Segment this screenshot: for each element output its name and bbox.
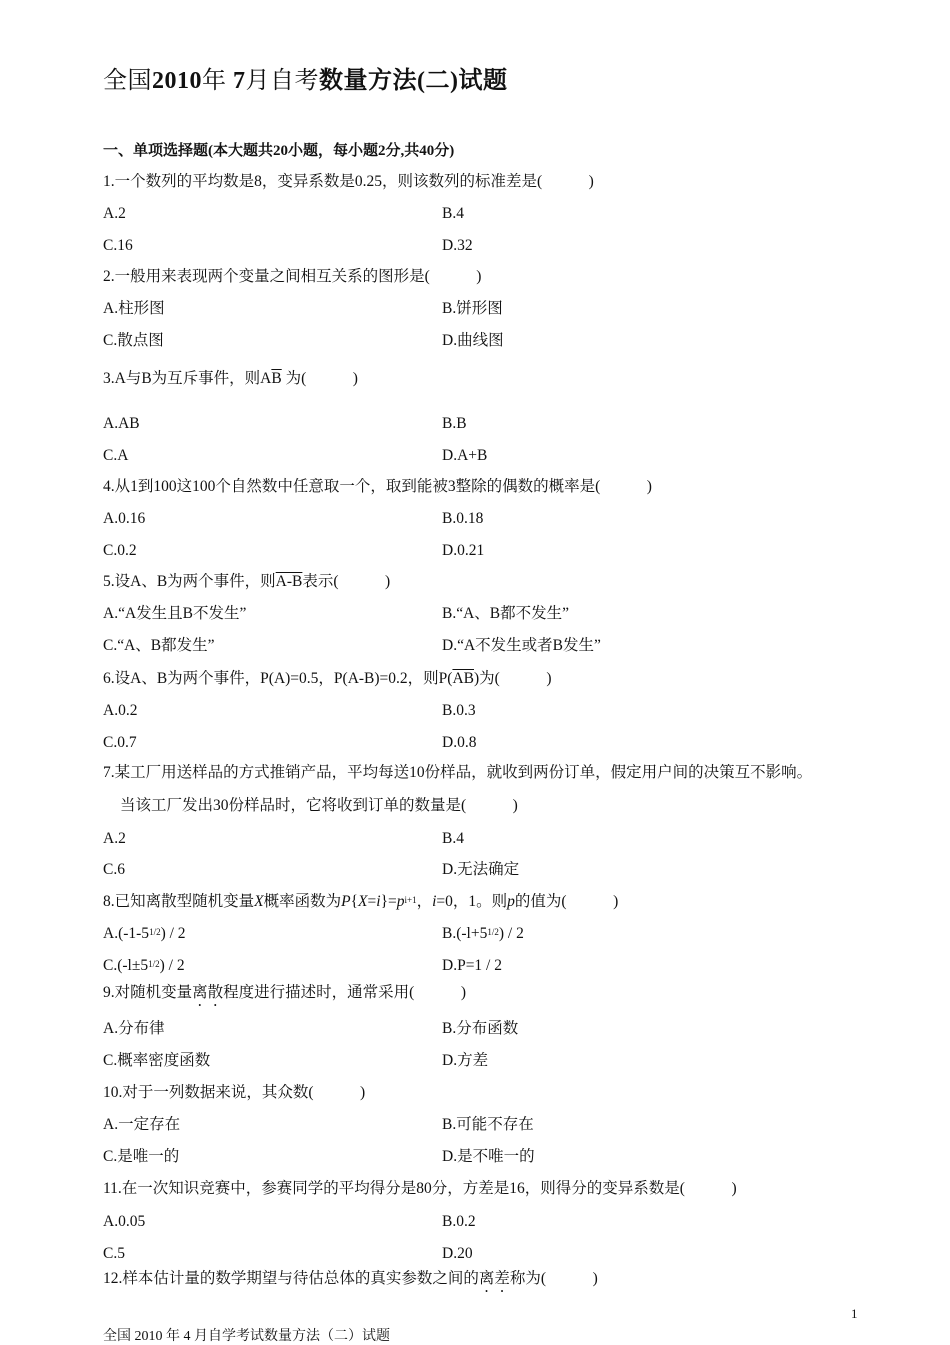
question-1-stem: 1.一个数列的平均数是8，变异系数是0.25，则该数列的标准差是( ) xyxy=(103,173,594,190)
emphasis-dotted-text: 离散 xyxy=(192,984,224,1001)
question-2-stem: 2.一般用来表现两个变量之间相互关系的图形是( ) xyxy=(103,268,482,285)
page-number: 1 xyxy=(851,1306,858,1321)
question-4-option-d: D.0.21 xyxy=(442,542,485,559)
question-6-option-c: C.0.7 xyxy=(103,734,137,751)
question-5-option-a: A.“A发生且B不发生” xyxy=(103,605,247,622)
question-3-stem: 3.A与B为互斥事件，则$A\overline{B}$ 为( ) xyxy=(103,370,358,387)
question-6-option-d: D.0.8 xyxy=(442,734,477,751)
question-8-option-b: $B.(-l+5^{1/2}) / 2$ xyxy=(442,925,524,942)
question-1-option-b: B.4 xyxy=(442,205,464,222)
question-5-option-b: B.“A、B都不发生” xyxy=(442,605,570,622)
question-3-option-d: D.A+B xyxy=(442,447,488,464)
question-11-option-d: D.20 xyxy=(442,1245,473,1262)
question-3-option-c: C.A xyxy=(103,447,129,464)
question-5-option-d: D.“A不发生或者B发生” xyxy=(442,637,601,654)
question-2-option-a: A.柱形图 xyxy=(103,300,165,317)
question-11-option-a: A.0.05 xyxy=(103,1213,146,1230)
question-11-stem: 11.在一次知识竞赛中，参赛同学的平均得分是80分，方差是16，则得分的变异系数是( ) xyxy=(103,1180,737,1197)
question-8-option-c: $C.(-l\pm 5^{1/2}) / 2$ xyxy=(103,957,185,974)
question-10-stem: 10.对于一列数据来说，其众数( ) xyxy=(103,1084,366,1101)
question-10-option-d: D.是不唯一的 xyxy=(442,1148,535,1165)
question-10-option-c: C.是唯一的 xyxy=(103,1148,180,1165)
question-7-option-b: B.4 xyxy=(442,830,464,847)
question-5-stem: 5.设A、B为两个事件，则A-B表示( ) xyxy=(103,573,391,590)
question-10-option-b: B.可能不存在 xyxy=(442,1116,534,1133)
question-6-option-b: B.0.3 xyxy=(442,702,476,719)
question-11-option-b: B.0.2 xyxy=(442,1213,476,1230)
question-10-option-a: A.一定存在 xyxy=(103,1116,181,1133)
page-footer: 全国 2010 年 4 月自学考试数量方法（二）试题 xyxy=(103,1329,390,1344)
question-7-option-c: C.6 xyxy=(103,861,125,878)
page-title: 全国2010年 7月自考数量方法(二)试题 xyxy=(103,68,508,94)
question-5-option-c: C.“A、B都发生” xyxy=(103,637,215,654)
question-1-option-c: C.16 xyxy=(103,237,133,254)
question-2-option-d: D.曲线图 xyxy=(442,332,504,349)
question-7-stem-continued: 当该工厂发出30份样品时，它将收到订单的数量是( ) xyxy=(120,797,518,814)
question-12-stem: 12.样本估计量的数学期望与待估总体的真实参数之间的离差称为( ) xyxy=(103,1270,598,1287)
question-4-stem: 4.从1到100这100个自然数中任意取一个，取到能被3整除的偶数的概率是( ) xyxy=(103,478,652,495)
question-1-option-a: A.2 xyxy=(103,205,126,222)
question-9-option-a: A.分布律 xyxy=(103,1020,165,1037)
question-7-stem: 7.某工厂用送样品的方式推销产品，平均每送10份样品，就收到两份订单，假定用户间的决策互不影响。 xyxy=(103,764,813,781)
question-9-stem: 9.对随机变量离散程度进行描述时，通常采用( ) xyxy=(103,984,466,1001)
question-2-option-c: C.散点图 xyxy=(103,332,164,349)
question-3-option-a: A.AB xyxy=(103,415,140,432)
section-heading: 一、单项选择题(本大题共20小题，每小题2分,共40分) xyxy=(103,143,455,159)
question-8-option-d: D.P=1 / 2 xyxy=(442,957,502,974)
question-9-option-b: B.分布函数 xyxy=(442,1020,519,1037)
question-9-option-d: D.方差 xyxy=(442,1052,489,1069)
question-8-stem: 8.已知离散型随机变量X概率函数为$P\{X=i\}=p^{i+1}$，i=0，1。则p的值为( ) xyxy=(103,893,619,910)
question-2-option-b: B.饼形图 xyxy=(442,300,503,317)
overline-b: $\overline{B}$ xyxy=(271,370,282,387)
question-6-option-a: A.0.2 xyxy=(103,702,138,719)
question-4-option-b: B.0.18 xyxy=(442,510,484,527)
overline-ab: $\overline{AB}$ xyxy=(452,670,474,687)
question-3-option-b: B.B xyxy=(442,415,467,432)
overline-a-minus-b: A-B xyxy=(275,573,303,590)
question-7-option-a: A.2 xyxy=(103,830,126,847)
question-7-option-d: D.无法确定 xyxy=(442,861,520,878)
emphasis-dotted-text: 离差 xyxy=(478,1270,510,1287)
question-4-option-a: A.0.16 xyxy=(103,510,146,527)
question-11-option-c: C.5 xyxy=(103,1245,125,1262)
question-4-option-c: C.0.2 xyxy=(103,542,137,559)
question-1-option-d: D.32 xyxy=(442,237,473,254)
question-8-option-a: $A.(-1-5^{1/2}) / 2$ xyxy=(103,925,186,942)
question-6-stem: 6.设A、B为两个事件，P(A)=0.5，P(A-B)=0.2，则$P(\overline{AB})$为( ) xyxy=(103,670,552,687)
question-9-option-c: C.概率密度函数 xyxy=(103,1052,211,1069)
